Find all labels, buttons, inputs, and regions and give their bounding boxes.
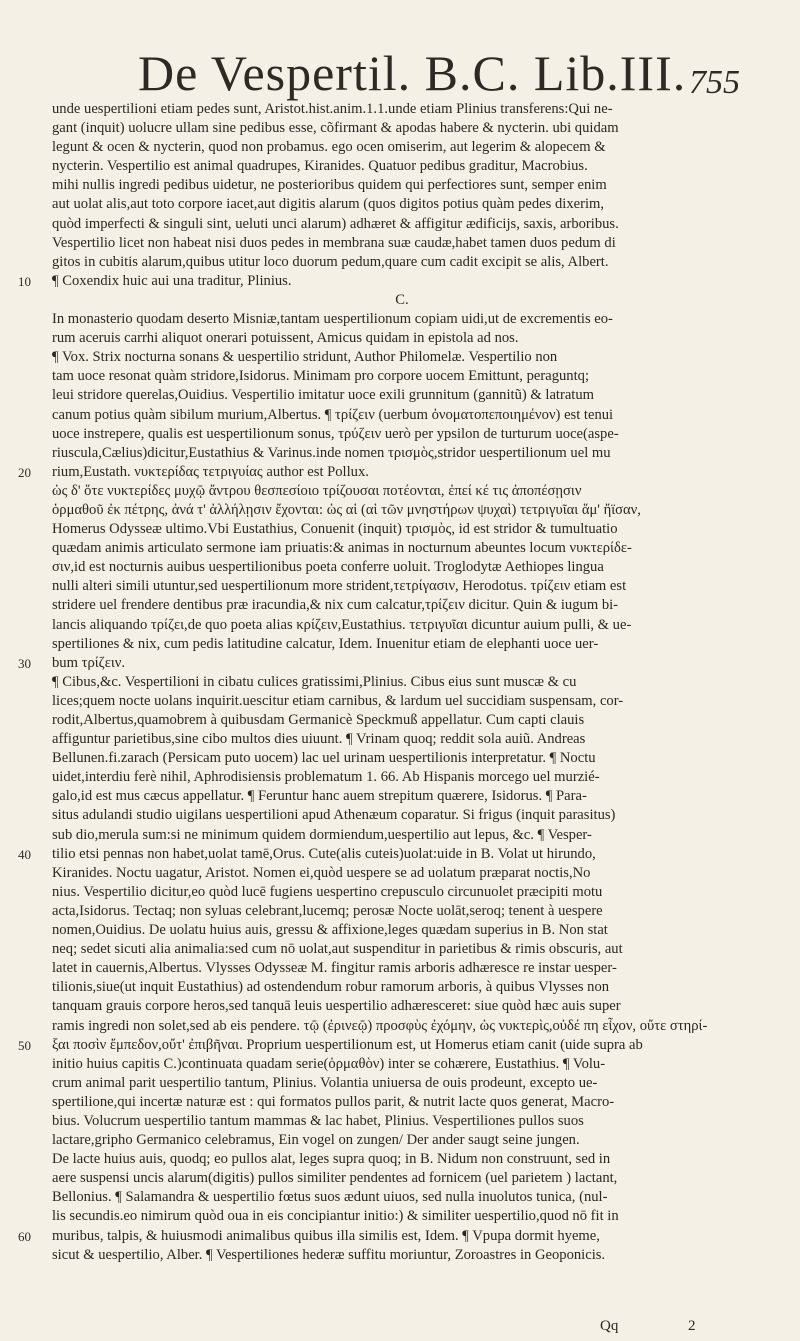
text-line-content: aere suspensi uncis alarum(digitis) pullos similiter pendentes ad fornicem (uel parietem ) lactant, — [52, 1170, 618, 1187]
text-line — [52, 711, 752, 730]
text-line — [52, 730, 752, 749]
text-line-content: legunt & ocen & nycterin, quod non probamus. ego ocen omiserim, aut legerim & alopecem & — [52, 139, 606, 156]
text-line — [52, 425, 752, 444]
text-line-content: Kiranides. Noctu uagatur, Aristot. Nomen ei,quòd uespere se ad uolatum præparat noctis,No — [52, 864, 591, 881]
text-line — [52, 787, 752, 806]
text-line-content: situs adulandi studio uigilans uespertilioni apud Athenæum coparatur. Si frigus (inquit parasitus) — [52, 807, 616, 824]
text-line-content: quædam animis articulato sermone iam priuatis:& animas in nocturnum abeuntes locum νυκτερίδε- — [52, 540, 632, 557]
text-line-content: unde uespertilioni etiam pedes sunt, Aristot.hist.anim.1.1.unde etiam Plinius transferens:Qui ne- — [52, 101, 613, 117]
text-line — [52, 234, 752, 253]
text-line — [52, 864, 752, 883]
text-line-content: nulli alteri simili utuntur,sed uespertilionum more strident,τετρίγασιν, Herodotus. τρίζειν etiam est — [52, 578, 627, 595]
text-line — [52, 520, 752, 539]
text-line-content: crum animal parit uespertilio tantum, Plinius. Volantia uniuersa de ouis prodeunt, excepto ue- — [52, 1074, 598, 1091]
text-line-content: ὡς δ' ὅτε νυκτερίδες μυχῷ ἄντρου θεσπεσίοιο τρίζουσαι ποτέονται, ἐπεί κέ τις ἀποπέσῃσιν — [52, 482, 582, 499]
text-line — [52, 482, 752, 501]
text-line-content: spertilione,qui incertæ naturæ est : qui formatos pullos parit, & nutrit lacte quos generat, Macro- — [52, 1093, 615, 1110]
page-number: 755 — [689, 64, 740, 101]
text-line — [52, 100, 752, 119]
text-line-content: spertiliones & nix, cum pedis latitudine calcatur, Idem. Inuenitur etiam de elephanti uoce uer- — [52, 635, 599, 652]
text-line-content: ὁρμαθοῦ ἐκ πέτρης, ἀνά τ' ἀλλήλῃσιν ἔχονται: ὡς αἱ (αἱ τῶν μνηστήρων ψυχαὶ) τετριγυῖαι ἅμ' ἤϊσαν, — [52, 501, 641, 518]
text-line — [52, 558, 752, 577]
text-line-content: quòd imperfecti & singuli sint, ueluti unci alarum) adhæret & affigitur ædificijs, saxis, arboribus. — [52, 215, 619, 232]
text-line-content: ¶ Cibus,&c. Vespertilioni in cibatu culices gratissimi,Plinius. Cibus eius sunt muscæ & cu — [52, 673, 577, 690]
text-line — [52, 386, 752, 405]
text-line — [52, 749, 752, 768]
signature-mark: Qq — [600, 1318, 619, 1334]
text-line-content: ramis ingredi non solet,sed ab eis pendere. τῷ (ἐρινεῷ) προσφὺς ἐχόμην, ὡς νυκτερὶς,οὐδέ πη εἶχον, οὔτε στηρί- — [52, 1017, 708, 1034]
text-line — [52, 291, 752, 310]
text-line-content: gitos in cubitis alarum,quibus utitur loco duorum pedum,quare cum cadit excipit se alis, Albert. — [52, 253, 609, 270]
text-line — [52, 253, 752, 272]
margin-line-number: 60 — [18, 1228, 31, 1244]
text-line — [52, 692, 752, 711]
text-line — [52, 1246, 752, 1265]
text-line — [52, 444, 752, 463]
text-line-content: canum potius quàm sibilum murium,Albertus. ¶ τρίζειν (uerbum ὀνοματοπεποιημένον) est tenui — [52, 406, 614, 423]
text-line — [52, 616, 752, 635]
text-line-content: nomen,Ouidius. De uolatu huius auis, gressu & affixione,leges quædam superius in B. Non stat — [52, 922, 608, 939]
text-line-content: riuscula,Cælius)dicitur,Eustathius & Varinus.inde nomen τρισμὸς,stridor uespertilionum uel mu — [52, 444, 611, 461]
text-line — [52, 806, 752, 825]
text-line-content: mihi nullis ingredi pedibus uidetur, ne posterioribus quidem qui perfectiores sunt, semper enim — [52, 177, 607, 194]
text-line — [52, 673, 752, 692]
text-line — [52, 596, 752, 615]
text-line-content: ¶ Vox. Strix nocturna sonans & uespertilio stridunt, Author Philomelæ. Vespertilio non — [52, 349, 558, 366]
text-line — [52, 348, 752, 367]
text-line — [52, 329, 752, 348]
text-line-content: acta,Isidorus. Tectaq; non syluas celebrant,lucemq; perosæ Nocte uolāt,seroq; tenent à uespere — [52, 902, 603, 919]
text-line — [52, 940, 752, 959]
text-line — [52, 119, 752, 138]
text-line-content: Bellunen.fi.zarach (Persicam puto uocem) lac uel urinam uespertilionis interpretatur. ¶ Noctu — [52, 750, 596, 767]
text-line-content: gant (inquit) uolucre ullam sine pedibus esse, cõfirmant & apodas habere & nycterin. ubi quidam — [52, 120, 619, 137]
body-text — [18, 100, 752, 1265]
text-line-content: lis secundis.eo nimirum quòd oua in eis concipiantur initio:) & similiter uespertilio,quod nō fit in — [52, 1208, 619, 1225]
text-line — [52, 883, 752, 902]
text-line — [18, 845, 752, 864]
text-line — [52, 902, 752, 921]
text-line — [52, 1112, 752, 1131]
text-line — [52, 1131, 752, 1150]
margin-line-number: 20 — [18, 464, 31, 480]
text-line-content: muribus, talpis, & huiusmodi animalibus quibus illa similis est, Idem. ¶ Vpupa dormit hyeme, — [52, 1227, 600, 1244]
text-line-content: rium,Eustath. νυκτερίδας τετριγυίας author est Pollux. — [52, 463, 369, 480]
running-title: De Vespertil. B.C. Lib.III. — [138, 45, 687, 101]
text-line — [52, 577, 752, 596]
text-line — [52, 157, 752, 176]
text-line — [18, 463, 752, 482]
text-line-content: uoce instrepere, qualis est uespertilionum sonus, τρύζειν uerò per ypsilon de turturum uoce(aspe- — [52, 425, 619, 442]
text-line — [18, 654, 752, 673]
text-line — [52, 997, 752, 1016]
text-line-content: bius. Volucrum uespertilio tantum mammas & lac habet, Plinius. Vespertiliones pullos suos — [52, 1112, 584, 1129]
text-line-content: rodit,Albertus,quamobrem à quibusdam Germanicè Speckmuß appellatur. Cum capti clauis — [52, 712, 585, 728]
text-line — [52, 195, 752, 214]
text-line-content: stridere uel frendere dentibus præ iracundia,& nix cum calcatur,τρίζειν dicitur. Quin & iugum bi- — [52, 597, 619, 614]
text-line — [52, 921, 752, 940]
text-line — [52, 138, 752, 157]
catchword: 2 — [688, 1318, 696, 1334]
text-line-content: neq; sedet sicuti alia animalia:sed cum nō uolat,aut suspenditur in parietibus & rimis obscuris, aut — [52, 941, 623, 958]
text-line — [52, 1169, 752, 1188]
text-line — [52, 215, 752, 234]
text-line-content: sub dio,merula sum:si ne minimum quidem dormiendum,uespertilio aut lepus, &c. ¶ Vesper- — [52, 826, 592, 843]
text-line-content: C. — [395, 291, 409, 308]
text-line — [52, 1055, 752, 1074]
text-line-content: initio huius capitis C.)continuata quadam serie(ὁρμαθὸν) inter se cohærere, Eustathius. ¶ Volu- — [52, 1055, 606, 1072]
text-line — [18, 1227, 752, 1246]
text-line-content: affiguntur parietibus,sine cibo multos dies uiuunt. ¶ Vrinam quoq; reddit sola auiũ. Andreas — [52, 731, 586, 748]
text-line-content: leui stridore querelas,Ouidius. Vespertilio imitatur uoce exili grunnitum (gannitũ) & latratum — [52, 387, 595, 404]
text-line — [52, 1074, 752, 1093]
text-line — [52, 978, 752, 997]
text-line — [18, 272, 752, 291]
text-line-content: bum τρίζειν. — [52, 654, 126, 671]
text-line — [52, 406, 752, 425]
text-line — [52, 635, 752, 654]
text-line — [52, 768, 752, 787]
text-line — [52, 959, 752, 978]
text-line — [52, 1207, 752, 1226]
text-line-content: latet in cauernis,Albertus. Vlysses Odysseæ M. fingitur ramis arboris adhæresce re instar uesper- — [52, 960, 617, 977]
page-header — [130, 44, 740, 108]
text-line-content: uidet,interdiu ferè nihil, Aphrodisiensis problematum 1. 66. Ab Hispanis morcego uel murzié- — [52, 769, 600, 786]
text-line — [52, 310, 752, 329]
text-line — [52, 1093, 752, 1112]
text-line-content: sicut & uespertilio, Alber. ¶ Vespertiliones hederæ suffitu moriuntur, Zoroastres in Geoponicis. — [52, 1246, 606, 1263]
text-line-content: ¶ Coxendix huic aui una traditur, Plinius. — [52, 272, 292, 289]
text-line-content: Vespertilio licet non habeat nisi duos pedes in membrana suæ caudæ,habet tamen duos pedum di — [52, 234, 616, 251]
margin-line-number: 40 — [18, 846, 31, 862]
text-line — [52, 1150, 752, 1169]
text-line — [52, 539, 752, 558]
text-line-content: rum aceruis carrhi aliquot onerari potuissent, Amicus quidam in epistola ad nos. — [52, 330, 519, 347]
text-line-content: galo,id est mus cæcus appellatur. ¶ Feruntur hanc auem strepitum quærere, Isidorus. ¶ Para- — [52, 788, 587, 805]
text-line — [52, 826, 752, 845]
page-footer — [600, 1318, 740, 1338]
text-line-content: σιν,id est nocturnis auibus uespertilionibus poeta conferre uoluit. Troglodytæ Aethiopes lingua — [52, 559, 604, 576]
text-line — [52, 367, 752, 386]
text-line-content: lactare,gripho Germanico celebramus, Ein vogel on zungen/ Der ander saugt seine jungen. — [52, 1132, 580, 1149]
text-line-content: nius. Vespertilio dicitur,eo quòd lucē fugiens uespertino crepusculo circunuolet præcipiti motu — [52, 883, 603, 900]
text-line-content: tam uoce resonat quàm stridore,Isidorus. Minimam pro corpore uocem Emittunt, peraguntq; — [52, 368, 589, 385]
text-line-content: Bellonius. ¶ Salamandra & uespertilio fœtus suos ædunt uiuos, sed nulla inuolutos tunica, (nul- — [52, 1189, 608, 1206]
text-line — [52, 1188, 752, 1207]
text-line — [52, 1017, 752, 1036]
text-line — [52, 501, 752, 520]
text-line — [52, 176, 752, 195]
text-line-content: tilionis,siue(ut inquit Eustathius) ad ostendendum robur ramorum arboris, à quibus Vlysses non — [52, 979, 610, 996]
text-line — [18, 1036, 752, 1055]
margin-line-number: 50 — [18, 1037, 31, 1053]
margin-line-number: 10 — [18, 273, 31, 289]
text-line-content: Homerus Odysseæ ultimo.Vbi Eustathius, Conuenit (inquit) τρισμὸς, id est stridor & tumultuatio — [52, 521, 618, 538]
text-line-content: nycterin. Vespertilio est animal quadrupes, Kiranides. Quatuor pedibus graditur, Macrobius. — [52, 158, 588, 175]
text-line-content: aut uolat alis,aut toto corpore iacet,aut digitis alarum (quos digitos potius quàm pedes dixerim, — [52, 196, 605, 213]
text-line-content: tanquam grauis corpore heros,sed tanquā leuis uespertilio adhæresceret: siue quòd hæc auis super — [52, 998, 621, 1015]
text-line-content: tilio etsi pennas non habet,uolat tamē,Orus. Cute(alis cuteis)uolat:uide in B. Volat ut hirundo, — [52, 845, 596, 862]
text-line-content: lancis aliquando τρίζει,de quo poeta alias κρίζειν,Eustathius. τετριγυῖαι dicuntur auium pulli, & ue- — [52, 616, 632, 633]
text-line-content: ξαι ποσὶν ἔμπεδον,οὔτ' ἐπιβῆναι. Proprium uespertilionum est, ut Homerus etiam canit (uide supra ab — [52, 1036, 643, 1053]
text-line-content: In monasterio quodam deserto Misniæ,tantam uespertilionum copiam uidi,ut de excrementis eo- — [52, 311, 613, 328]
text-line-content: De lacte huius auis, quodq; eo pullos alat, leges supra quoq; in B. Nidum non construunt, sed in — [52, 1151, 611, 1168]
margin-line-number: 30 — [18, 655, 31, 671]
text-line-content: lices;quem nocte uolans inquirit.uescitur etiam carnibus, & lardum uel succidiam suspensam, cor- — [52, 692, 624, 709]
